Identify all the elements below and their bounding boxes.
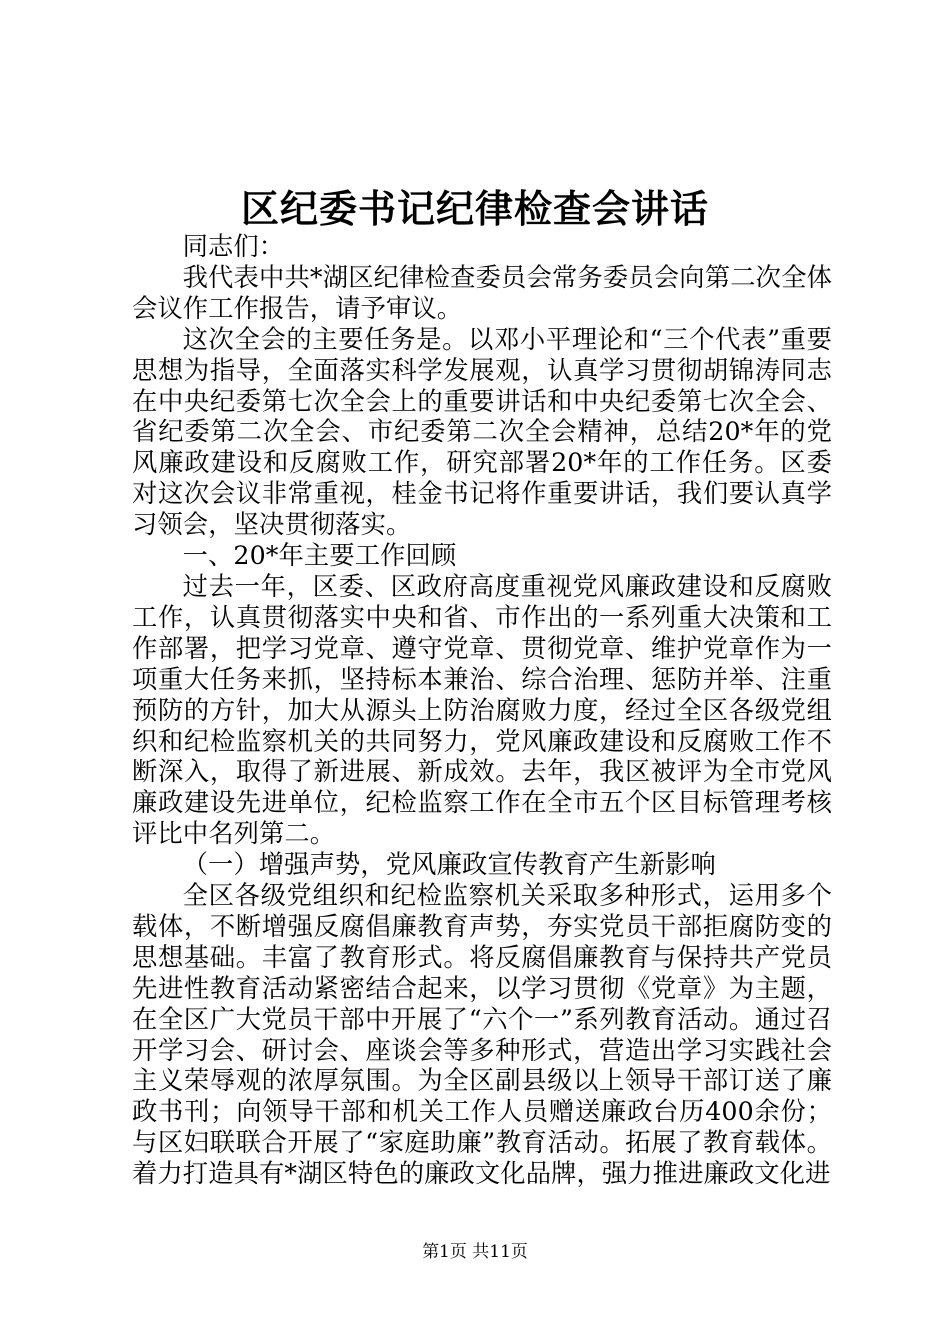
subsection-heading: （一）增强声势，党风廉政宣传教育产生新影响 xyxy=(182,850,716,880)
body-paragraph: 我代表中共*湖区纪律检查委员会常务委员会向第二次全体会议作工作报告，请予审议。 xyxy=(132,262,832,323)
salutation-paragraph: 同志们： xyxy=(182,232,285,261)
page-number-footer: 第1页 共11页 xyxy=(422,1242,528,1262)
document-title: 区纪委书记纪律检查会讲话 xyxy=(240,186,709,231)
body-paragraph: 过去一年，区委、区政府高度重视党风廉政建设和反腐败工作，认真贯彻落实中央和省、市作出的一系列重大决策和工作部署，把学习党章、遵守党章、贯彻党章、维护党章作为一项重大任务来抓，坚持标本兼治、综合治理、惩防并举、注重预防的方针，加大从源头上防治腐败力度，经过全区各级党组织和纪检监察机关的共同努力，党风廉政建设和反腐败工作不断深入，取得了新进展、新成效。去年，我区被评为全市党风廉政建设先进单位，纪检监察工作在全市五个区目标管理考核评比中名列第二。 xyxy=(132,571,832,849)
document-body xyxy=(132,232,832,1190)
body-paragraph: 全区各级党组织和纪检监察机关采取多种形式，运用多个载体，不断增强反腐倡廉教育声势，夯实党员干部拒腐防变的思想基础。丰富了教育形式。将反腐倡廉教育与保持共产党员先进性教育活动紧密结合起来，以学习贯彻《党章》为主题，在全区广大党员干部中开展了“六个一”系列教育活动。通过召开学习会、研讨会、座谈会等多种形式，营造出学习实践社会主义荣辱观的浓厚氛围。为全区副县级以上领导干部订送了廉政书刊；向领导干部和机关工作人员赠送廉政台历400余份；与区妇联联合开展了“家庭助廉”教育活动。拓展了教育载体。着力打造具有*湖区特色的廉政文化品牌，强力推进廉政文化进 xyxy=(132,881,832,1189)
body-paragraph: 这次全会的主要任务是。以邓小平理论和“三个代表”重要思想为指导，全面落实科学发展观，认真学习贯彻胡锦涛同志在中央纪委第七次全会上的重要讲话和中央纪委第七次全会、省纪委第二次全会、市纪委第二次全会精神，总结20*年的党风廉政建设和反腐败工作，研究部署20*年的工作任务。区委对这次会议非常重视，桂金书记将作重要讲话，我们要认真学习领会，坚决贯彻落实。 xyxy=(132,324,832,540)
section-heading: 一、20*年主要工作回顾 xyxy=(182,541,457,571)
